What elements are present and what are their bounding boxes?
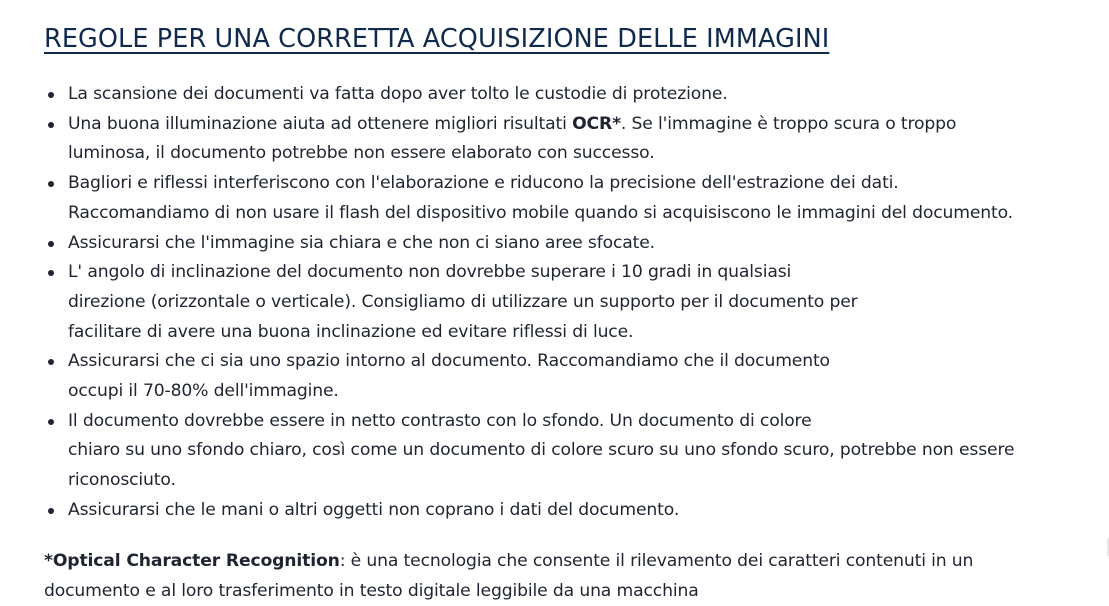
footnote-line-1: [44, 547, 1106, 577]
rule-1-line-1: La scansione dei documenti va fatta dopo aver tolto le custodie di protezione.: [68, 84, 728, 104]
rule-2-tail: . Se l'immagine è troppo scura o troppo: [620, 113, 957, 134]
rule-3-line-1: Bagliori e riflessi interferiscono con l'elaborazione e riducono la precisione dell'estrazione dei dati.: [68, 173, 899, 194]
rule-item-6: [44, 347, 1106, 406]
ocr-footnote: [44, 547, 1106, 606]
rule-item-1: [44, 80, 1106, 110]
rules-list: [44, 80, 1106, 526]
rule-8-line-1: Assicurarsi che le mani o altri oggetti non coprano i dati del documento.: [68, 499, 680, 520]
rule-2-line-2: luminosa, il documento potrebbe non essere elaborato con successo.: [68, 143, 655, 164]
footnote-line-2: documento e al loro trasferimento in testo digitale leggibile da una macchina: [44, 580, 699, 601]
rule-5-line-1: L' angolo di inclinazione del documento non dovrebbe superare i 10 gradi in qualsiasi: [68, 262, 792, 283]
rule-7-line-1: Il documento dovrebbe essere in netto contrasto con lo sfondo. Un documento di colore: [68, 410, 812, 431]
rule-2-text: Una buona illuminazione aiuta ad ottenere migliori risultati: [68, 113, 573, 134]
rule-7-line-2: chiaro su uno sfondo chiaro, così come un documento di colore scuro su uno sfondo scuro, potrebbe non essere: [68, 440, 1015, 461]
rule-5-line-2: direzione (orizzontale o verticale). Consigliamo di utilizzare un supporto per il documento per: [68, 291, 858, 312]
rule-item-8: [44, 496, 1106, 526]
rule-item-4: [44, 229, 1106, 259]
rule-6-line-2: occupi il 70-80% dell'immagine.: [68, 381, 339, 402]
ocr-reference: OCR*: [572, 113, 621, 134]
footnote-text: : è una tecnologia che consente il rilevamento dei caratteri contenuti in un: [339, 551, 974, 571]
page-title: REGOLE PER UNA CORRETTA ACQUISIZIONE DELLE IMMAGINI: [44, 24, 830, 54]
rule-item-7: [44, 407, 1106, 496]
rule-item-5: [44, 258, 1106, 347]
rule-item-3: [44, 169, 1106, 228]
rule-5-line-3: facilitare di avere una buona inclinazione ed evitare riflessi di luce.: [68, 321, 634, 342]
rule-3-line-2: Raccomandiamo di non usare il flash del dispositivo mobile quando si acquisiscono le immagini del documento.: [68, 202, 1013, 223]
rule-2-line-1: [68, 110, 1106, 140]
rule-6-line-1: Assicurarsi che ci sia uno spazio intorno al documento. Raccomandiamo che il documento: [68, 351, 830, 372]
rule-item-2: [44, 110, 1106, 169]
rule-7-line-3: riconosciuto.: [68, 470, 176, 491]
rule-4-line-1: Assicurarsi che l'immagine sia chiara e che non ci siano aree sfocate.: [68, 232, 655, 253]
footnote-term: *Optical Character Recognition: [44, 551, 340, 571]
